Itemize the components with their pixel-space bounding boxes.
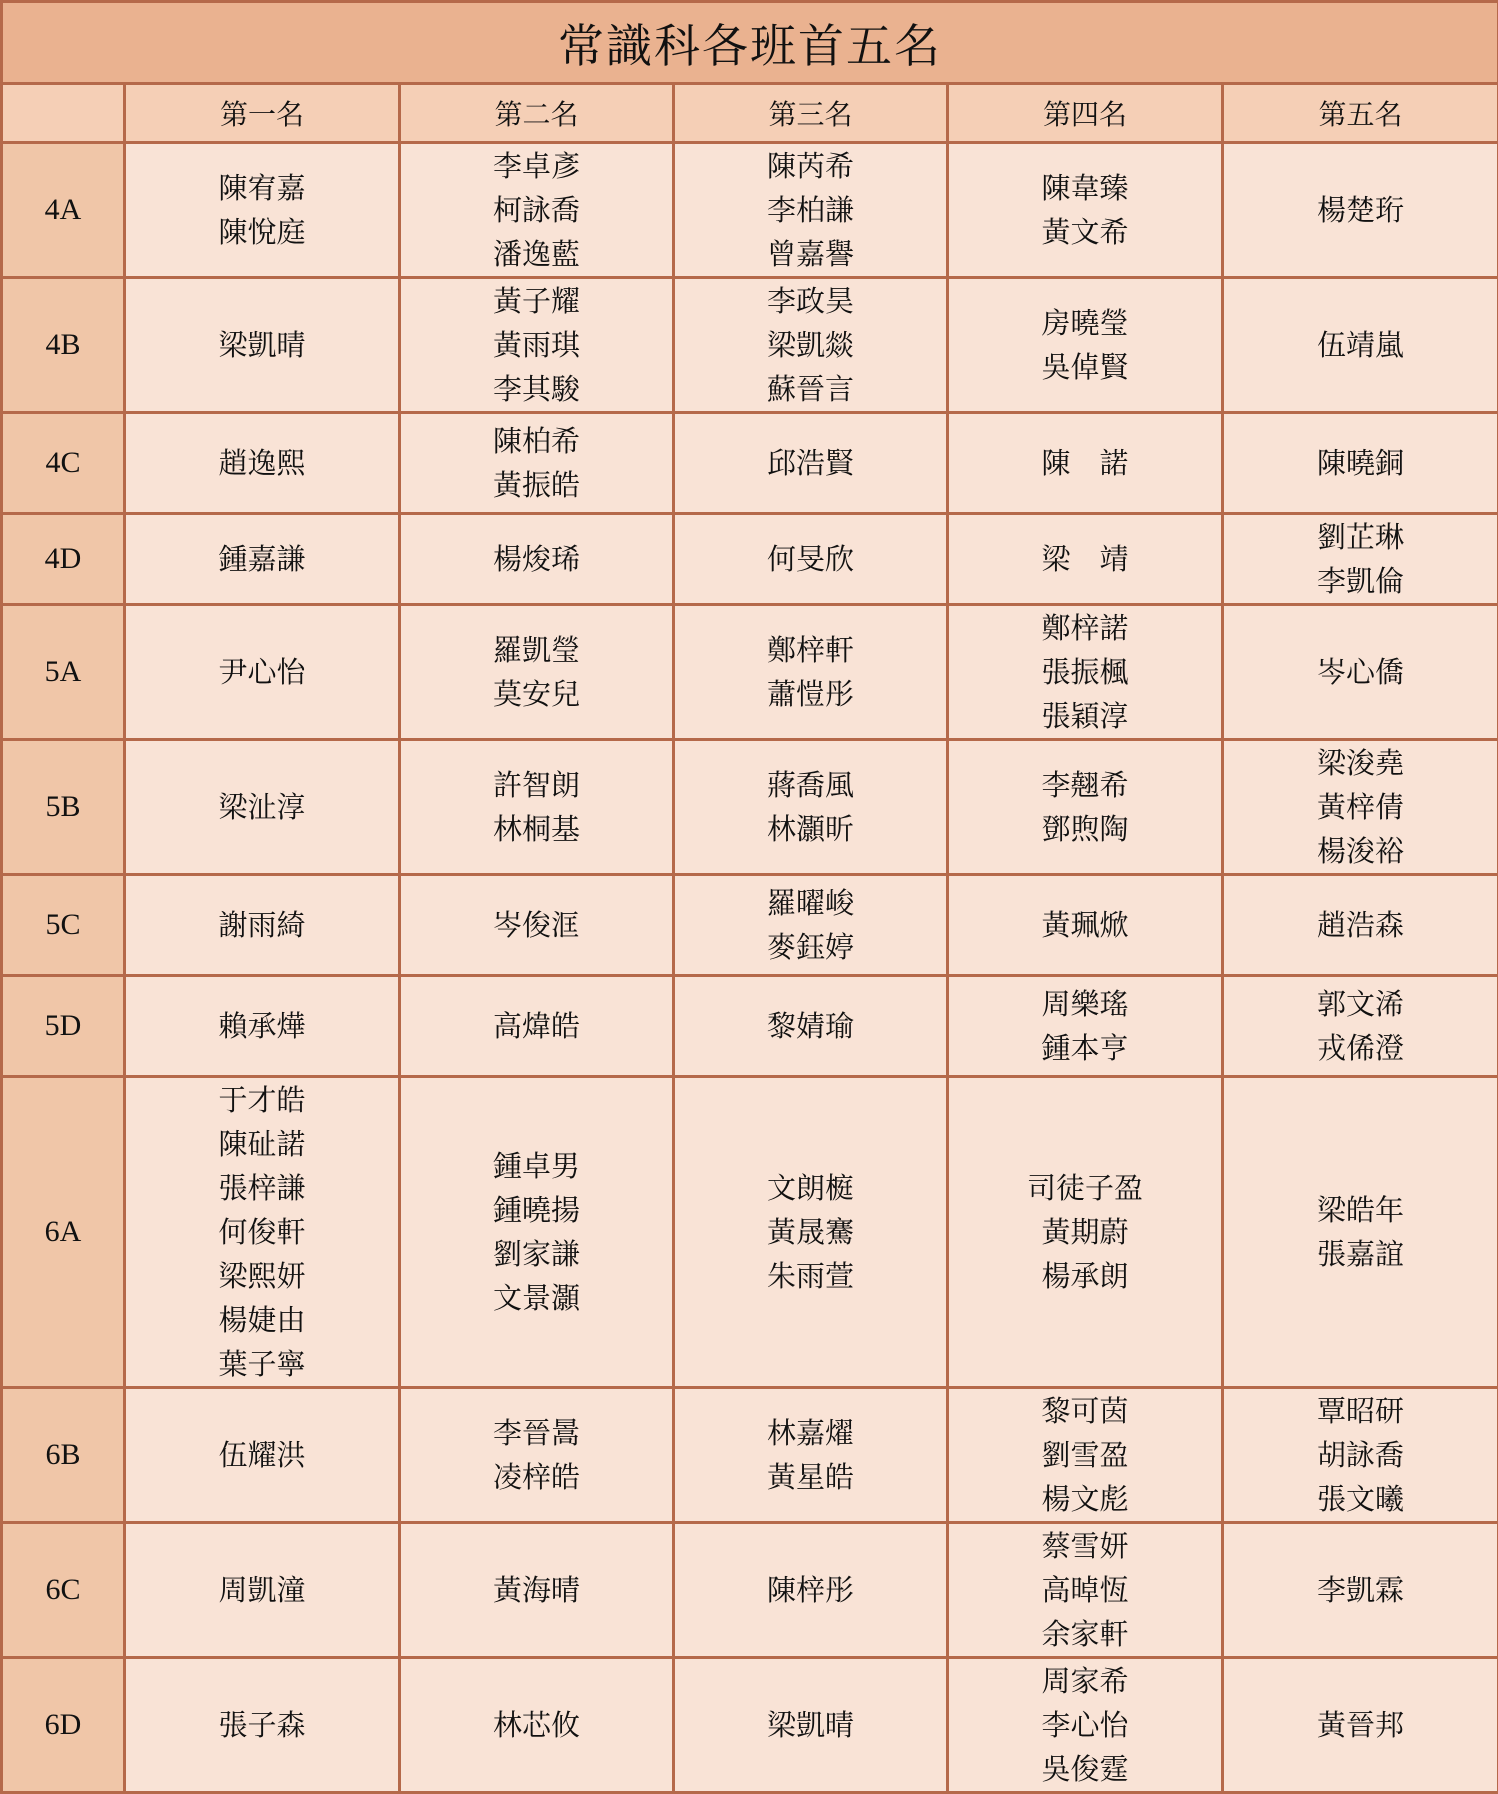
class-label: 6A xyxy=(2,1077,125,1388)
student-name: 趙浩森 xyxy=(1224,903,1497,947)
student-name: 賴承燁 xyxy=(126,1004,398,1048)
student-name: 何俊軒 xyxy=(126,1210,398,1254)
student-name: 李柏謙 xyxy=(675,188,946,232)
student-name: 周樂瑤 xyxy=(949,982,1221,1026)
student-name: 黃海晴 xyxy=(401,1568,672,1612)
rank-1-cell xyxy=(125,278,400,413)
rank-1-cell xyxy=(125,976,400,1077)
student-name: 伍靖嵐 xyxy=(1224,323,1497,367)
rank-2-cell xyxy=(400,605,674,740)
header-rank-1: 第一名 xyxy=(125,84,400,143)
student-name: 文朗榳 xyxy=(675,1166,946,1210)
student-name: 劉家謙 xyxy=(401,1232,672,1276)
student-name: 曾嘉譽 xyxy=(675,232,946,276)
student-name: 羅凱瑩 xyxy=(401,628,672,672)
student-name: 梁凱晴 xyxy=(126,323,398,367)
class-label: 5A xyxy=(2,605,125,740)
rank-2-cell xyxy=(400,514,674,605)
class-label: 5D xyxy=(2,976,125,1077)
student-name: 陳柏希 xyxy=(401,419,672,463)
rank-4-cell xyxy=(948,143,1223,278)
rank-3-cell xyxy=(674,875,948,976)
student-name: 吳俊霆 xyxy=(949,1747,1221,1791)
rank-5-cell xyxy=(1223,1077,1498,1388)
rank-5-cell xyxy=(1223,605,1498,740)
table-row xyxy=(2,278,1498,413)
student-name: 麥鈺婷 xyxy=(675,925,946,969)
rank-3-cell xyxy=(674,514,948,605)
rank-5-cell xyxy=(1223,875,1498,976)
rank-1-cell xyxy=(125,1077,400,1388)
student-name: 尹心怡 xyxy=(126,650,398,694)
student-name: 潘逸藍 xyxy=(401,232,672,276)
rank-3-cell xyxy=(674,1077,948,1388)
student-name: 許智朗 xyxy=(401,763,672,807)
rank-4-cell xyxy=(948,278,1223,413)
table-row xyxy=(2,1523,1498,1658)
student-name: 李晉暠 xyxy=(401,1411,672,1455)
student-name: 張梓謙 xyxy=(126,1166,398,1210)
student-name: 黃文希 xyxy=(949,210,1221,254)
rank-4-cell xyxy=(948,1523,1223,1658)
student-name: 楊婕由 xyxy=(126,1298,398,1342)
class-label: 4A xyxy=(2,143,125,278)
class-label: 5C xyxy=(2,875,125,976)
rank-2-cell xyxy=(400,278,674,413)
rank-2-cell xyxy=(400,1388,674,1523)
rank-2-cell xyxy=(400,1077,674,1388)
student-name: 葉子寧 xyxy=(126,1342,398,1386)
student-name: 鍾嘉謙 xyxy=(126,537,398,581)
student-name: 凌梓皓 xyxy=(401,1455,672,1499)
student-name: 陳梓彤 xyxy=(675,1568,946,1612)
student-name: 張子森 xyxy=(126,1703,398,1747)
rank-5-cell xyxy=(1223,1523,1498,1658)
student-name: 李政昊 xyxy=(675,279,946,323)
student-name: 林嘉燿 xyxy=(675,1411,946,1455)
student-name: 柯詠喬 xyxy=(401,188,672,232)
rank-4-cell xyxy=(948,875,1223,976)
student-name: 黃子耀 xyxy=(401,279,672,323)
student-name: 謝雨綺 xyxy=(126,903,398,947)
rank-4-cell xyxy=(948,1658,1223,1793)
corner-cell xyxy=(2,84,125,143)
rank-3-cell xyxy=(674,740,948,875)
table-row xyxy=(2,875,1498,976)
rank-4-cell xyxy=(948,1077,1223,1388)
student-name: 黃晟騫 xyxy=(675,1210,946,1254)
class-label: 4B xyxy=(2,278,125,413)
rank-1-cell xyxy=(125,740,400,875)
rank-3-cell xyxy=(674,1388,948,1523)
student-name: 梁凱燚 xyxy=(675,323,946,367)
student-name: 蔡雪妍 xyxy=(949,1524,1221,1568)
rank-4-cell xyxy=(948,976,1223,1077)
student-name: 司徒子盈 xyxy=(949,1166,1221,1210)
student-name: 黎婧瑜 xyxy=(675,1004,946,1048)
rank-5-cell xyxy=(1223,1658,1498,1793)
rank-2-cell xyxy=(400,976,674,1077)
student-name: 黃晉邦 xyxy=(1224,1703,1497,1747)
student-name: 鍾曉揚 xyxy=(401,1188,672,1232)
student-name: 陳宥嘉 xyxy=(126,166,398,210)
rank-1-cell xyxy=(125,143,400,278)
table-row xyxy=(2,1077,1498,1388)
table-row xyxy=(2,1658,1498,1793)
rank-5-cell xyxy=(1223,278,1498,413)
rank-4-cell xyxy=(948,514,1223,605)
student-name: 楊焌琋 xyxy=(401,537,672,581)
student-name: 陳 諾 xyxy=(949,441,1221,485)
student-name: 朱雨萱 xyxy=(675,1254,946,1298)
student-name: 張文曦 xyxy=(1224,1477,1497,1521)
student-name: 梁凱晴 xyxy=(675,1703,946,1747)
student-name: 高晫恆 xyxy=(949,1568,1221,1612)
student-name: 黃雨琪 xyxy=(401,323,672,367)
student-name: 伍耀洪 xyxy=(126,1433,398,1477)
rank-4-cell xyxy=(948,413,1223,514)
student-name: 覃昭研 xyxy=(1224,1389,1497,1433)
student-name: 楊文彪 xyxy=(949,1477,1221,1521)
student-name: 楊承朗 xyxy=(949,1254,1221,1298)
rank-1-cell xyxy=(125,1388,400,1523)
rank-4-cell xyxy=(948,1388,1223,1523)
student-name: 陳砋諾 xyxy=(126,1122,398,1166)
student-name: 黎可茵 xyxy=(949,1389,1221,1433)
student-name: 張穎淳 xyxy=(949,694,1221,738)
table-row xyxy=(2,740,1498,875)
student-name: 黃珮焮 xyxy=(949,903,1221,947)
student-name: 戎俙澄 xyxy=(1224,1026,1497,1070)
rank-2-cell xyxy=(400,1523,674,1658)
class-label: 6C xyxy=(2,1523,125,1658)
header-rank-5: 第五名 xyxy=(1223,84,1498,143)
rank-3-cell xyxy=(674,605,948,740)
student-name: 李卓彥 xyxy=(401,144,672,188)
student-name: 鄭梓軒 xyxy=(675,628,946,672)
student-name: 李凱霖 xyxy=(1224,1568,1497,1612)
student-name: 周家希 xyxy=(949,1659,1221,1703)
student-name: 胡詠喬 xyxy=(1224,1433,1497,1477)
student-name: 張嘉誼 xyxy=(1224,1232,1497,1276)
student-name: 鍾卓男 xyxy=(401,1144,672,1188)
rank-1-cell xyxy=(125,1658,400,1793)
student-name: 林桐基 xyxy=(401,807,672,851)
table-row xyxy=(2,1388,1498,1523)
rank-5-cell xyxy=(1223,413,1498,514)
rank-3-cell xyxy=(674,278,948,413)
table-row xyxy=(2,514,1498,605)
student-name: 李心怡 xyxy=(949,1703,1221,1747)
student-name: 周凱潼 xyxy=(126,1568,398,1612)
rank-5-cell xyxy=(1223,514,1498,605)
rank-1-cell xyxy=(125,875,400,976)
student-name: 梁皓年 xyxy=(1224,1188,1497,1232)
class-label: 6B xyxy=(2,1388,125,1523)
table-title: 常識科各班首五名 xyxy=(2,2,1498,84)
student-name: 劉雪盈 xyxy=(949,1433,1221,1477)
student-name: 張振楓 xyxy=(949,650,1221,694)
table-row xyxy=(2,976,1498,1077)
student-name: 吳倬賢 xyxy=(949,345,1221,389)
student-name: 何旻欣 xyxy=(675,537,946,581)
rank-3-cell xyxy=(674,413,948,514)
rank-2-cell xyxy=(400,143,674,278)
student-name: 于才皓 xyxy=(126,1078,398,1122)
student-name: 鍾本亨 xyxy=(949,1026,1221,1070)
rank-3-cell xyxy=(674,1523,948,1658)
student-name: 鄭梓諾 xyxy=(949,606,1221,650)
student-name: 劉芷琳 xyxy=(1224,515,1497,559)
rank-2-cell xyxy=(400,413,674,514)
student-name: 羅曜峻 xyxy=(675,881,946,925)
student-name: 黃梓倩 xyxy=(1224,785,1497,829)
rank-5-cell xyxy=(1223,1388,1498,1523)
student-name: 陳悅庭 xyxy=(126,210,398,254)
header-rank-2: 第二名 xyxy=(400,84,674,143)
student-name: 莫安兒 xyxy=(401,672,672,716)
header-rank-4: 第四名 xyxy=(948,84,1223,143)
student-name: 林灝昕 xyxy=(675,807,946,851)
student-name: 楊浚裕 xyxy=(1224,829,1497,873)
header-row xyxy=(2,84,1498,143)
rank-3-cell xyxy=(674,143,948,278)
student-name: 高煒皓 xyxy=(401,1004,672,1048)
student-name: 楊楚珩 xyxy=(1224,188,1497,232)
rank-4-cell xyxy=(948,605,1223,740)
student-name: 趙逸熙 xyxy=(126,441,398,485)
table-row xyxy=(2,143,1498,278)
student-name: 李翹希 xyxy=(949,763,1221,807)
student-name: 陳曉銅 xyxy=(1224,441,1497,485)
student-name: 文景灝 xyxy=(401,1276,672,1320)
rank-5-cell xyxy=(1223,740,1498,875)
student-name: 岑心僑 xyxy=(1224,650,1497,694)
rank-3-cell xyxy=(674,1658,948,1793)
student-name: 余家軒 xyxy=(949,1612,1221,1656)
rank-5-cell xyxy=(1223,976,1498,1077)
student-name: 林芯攸 xyxy=(401,1703,672,1747)
student-name: 黃星皓 xyxy=(675,1455,946,1499)
student-name: 梁沚淳 xyxy=(126,785,398,829)
class-label: 4C xyxy=(2,413,125,514)
header-rank-3: 第三名 xyxy=(674,84,948,143)
rank-2-cell xyxy=(400,740,674,875)
student-name: 李其駿 xyxy=(401,367,672,411)
class-label: 5B xyxy=(2,740,125,875)
student-name: 黃振皓 xyxy=(401,463,672,507)
rank-1-cell xyxy=(125,1523,400,1658)
rank-1-cell xyxy=(125,413,400,514)
rank-2-cell xyxy=(400,1658,674,1793)
student-name: 陳韋臻 xyxy=(949,166,1221,210)
table-row xyxy=(2,413,1498,514)
student-name: 蘇晉言 xyxy=(675,367,946,411)
student-name: 岑俊洭 xyxy=(401,903,672,947)
student-name: 蔣喬風 xyxy=(675,763,946,807)
rank-4-cell xyxy=(948,740,1223,875)
student-name: 黃期蔚 xyxy=(949,1210,1221,1254)
student-name: 梁 靖 xyxy=(949,537,1221,581)
student-name: 梁浚堯 xyxy=(1224,741,1497,785)
rank-1-cell xyxy=(125,514,400,605)
class-label: 4D xyxy=(2,514,125,605)
student-name: 李凱倫 xyxy=(1224,559,1497,603)
student-name: 郭文浠 xyxy=(1224,982,1497,1026)
student-name: 梁熙妍 xyxy=(126,1254,398,1298)
table-body xyxy=(2,143,1498,1793)
student-name: 房曉瑩 xyxy=(949,301,1221,345)
rank-3-cell xyxy=(674,976,948,1077)
table-row xyxy=(2,605,1498,740)
rank-5-cell xyxy=(1223,143,1498,278)
rank-2-cell xyxy=(400,875,674,976)
student-name: 邱浩賢 xyxy=(675,441,946,485)
rank-1-cell xyxy=(125,605,400,740)
student-name: 蕭愷彤 xyxy=(675,672,946,716)
student-name: 鄧煦陶 xyxy=(949,807,1221,851)
student-name: 陳芮希 xyxy=(675,144,946,188)
class-label: 6D xyxy=(2,1658,125,1793)
